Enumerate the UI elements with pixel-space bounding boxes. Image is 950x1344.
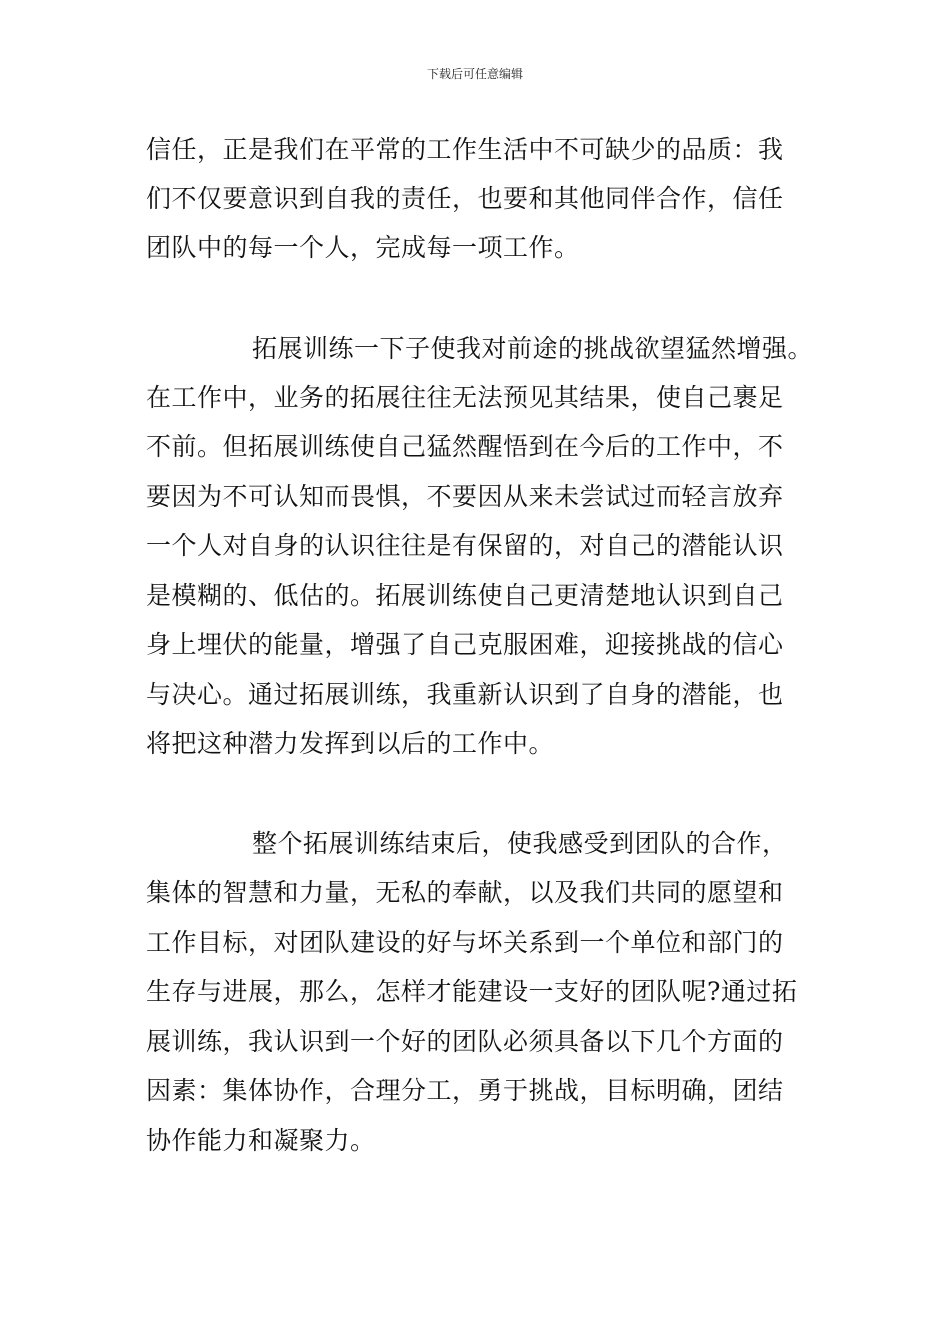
paragraph-line: 们不仅要意识到自我的责任，也要和其他同伴合作，信任: [146, 184, 784, 213]
paragraph-line: 信任，正是我们在平常的工作生活中不可缺少的品质：我: [146, 135, 784, 164]
paragraph-line: 要因为不可认知而畏惧，不要因从来未尝试过而轻言放弃: [146, 482, 784, 511]
paragraph-line: 一个人对自身的认识往往是有保留的，对自己的潜能认识: [146, 531, 784, 560]
paragraph-line: 团队中的每一个人，完成每一项工作。: [146, 233, 580, 262]
paragraph-line: 生存与进展，那么，怎样才能建设一支好的团队呢?通过拓: [146, 977, 798, 1006]
paragraph-line: 是模糊的、低估的。拓展训练使自己更清楚地认识到自己: [146, 581, 784, 610]
paragraph-line: 不前。但拓展训练使自己猛然醒悟到在今后的工作中，不: [146, 432, 784, 461]
paragraph-line: 因素：集体协作，合理分工，勇于挑战，目标明确，团结: [146, 1076, 784, 1105]
paragraph-line: 将把这种潜力发挥到以后的工作中。: [146, 729, 555, 758]
paragraph-line: 身上埋伏的能量，增强了自己克服困难，迎接挑战的信心: [146, 630, 784, 659]
paragraph-line: 集体的智慧和力量，无私的奉献，以及我们共同的愿望和: [146, 878, 784, 907]
paragraph-line: 与决心。通过拓展训练，我重新认识到了自身的潜能，也: [146, 680, 784, 709]
paragraph-line: 展训练，我认识到一个好的团队必须具备以下几个方面的: [146, 1027, 784, 1056]
paragraph-line: 整个拓展训练结束后，使我感受到团队的合作，: [252, 829, 788, 858]
page-header: 下载后可任意编辑: [426, 67, 523, 81]
paragraph-line: 在工作中，业务的拓展往往无法预见其结果，使自己裹足: [146, 383, 784, 412]
paragraph-line: 工作目标，对团队建设的好与坏关系到一个单位和部门的: [146, 928, 784, 957]
paragraph-line: 协作能力和凝聚力。: [146, 1126, 376, 1155]
paragraph-line: 拓展训练一下子使我对前途的挑战欲望猛然增强。: [252, 334, 814, 363]
